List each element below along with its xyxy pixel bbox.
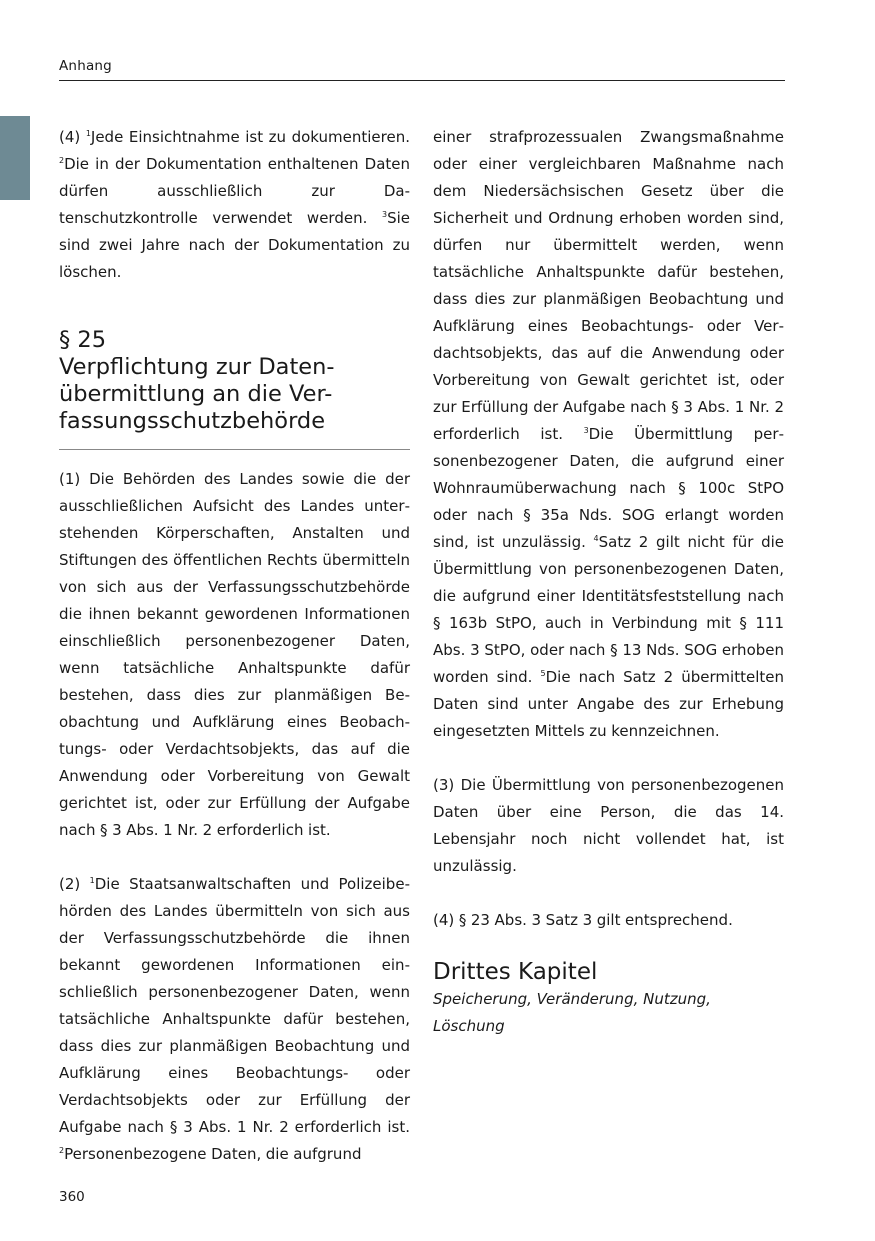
chapter-subtitle-line-2: Löschung: [433, 1017, 505, 1035]
section-heading: [59, 327, 410, 450]
paragraph-1: (1) Die Behörden des Landes sowie die der ausschließlichen Aufsicht des Landes unterstehenden Körperschaften, Anstalten und Stiftungen des öffentlichen Rechts übermitteln von sich aus der Verfassungsschutzbehörde die ihnen bekannt gewordenen Informationen einschließlich personenbezogener Daten, wenn tatsächliche Anhaltspunkte dafür bestehen, dass dies zur planmäßigen Beobachtung und Aufklärung eines Beobachtungs- oder Verdachtsobjekts, das auf die Anwendung oder Vorbereitung von Gewalt gerichtet ist, oder zur Erfüllung der Aufgabe nach § 3 Abs. 1 Nr. 2 erforderlich ist.: [59, 470, 410, 839]
chapter-subtitle-line-1: Speicherung, Veränderung, Nutzung,: [433, 990, 711, 1008]
section-title-line-2: übermittlung an die Ver-: [59, 381, 333, 407]
chapter-tab-marker: [0, 116, 30, 200]
paragraph-2-continued: einer strafprozessualen Zwangsmaßnahme oder einer vergleichbaren Maßnahme nach dem Niedersächsischen Gesetz über die Sicherheit und Ordnung erhoben worden sind, dürfen nur übermittelt werden, wenn tatsächliche Anhaltspunkte dafür bestehen, dass dies zur planmäßigen Beobachtung und Aufklärung eines Beobachtungs- oder Verdachtsobjekts, das auf die Anwendung oder Vorbereitung von Gewalt gerichtet ist, oder zur Erfüllung der Aufgabe nach § 3 Abs. 1 Nr. 2 erforderlich ist. $^3$Die Übermittlung personenbezogener Daten, die aufgrund einer Wohnraumüberwachung nach § 100c StPO oder nach § 35a Nds. SOG erlangt worden sind, ist unzulässig. $^4$Satz 2 gilt nicht für die Übermittlung von personenbezogenen Daten, die aufgrund einer Identitätsfeststellung nach § 163b StPO, auch in Verbindung mit § 111 Abs. 3 StPO, oder nach § 13 Nds. SOG erhoben worden sind. $^5$Die nach Satz 2 übermittelten Daten sind unter Angabe des zur Erhebung eingesetzten Mittels zu kennzeichnen.: [433, 128, 784, 740]
page-number: 360: [59, 1189, 85, 1205]
left-column: [59, 124, 410, 1168]
paragraph-3: (3) Die Übermittlung von personenbezogenen Daten über eine Person, die das 14. Lebensjahr noch nicht vollendet hat, ist unzulässig.: [433, 776, 784, 875]
section-title-line-3: fassungsschutzbehörde: [59, 408, 326, 434]
section-number: § 25: [59, 327, 107, 353]
right-column: [433, 124, 784, 1040]
chapter-subtitle: [433, 986, 784, 1040]
paragraph-4: (4) § 23 Abs. 3 Satz 3 gilt entsprechend.: [433, 911, 733, 929]
paragraph-4-prev-section: (4) $^1$Jede Einsichtnahme ist zu dokumentieren. $^2$Die in der Dokumentation enthaltenen Daten dürfen ausschließlich zur Datenschutzkontrolle verwendet werden. $^3$Sie sind zwei Jahre nach der Dokumentation zu löschen.: [59, 128, 410, 281]
running-header: [59, 55, 785, 81]
chapter-title: Drittes Kapitel: [433, 959, 598, 985]
section-title-line-1: Verpflichtung zur Daten-: [59, 354, 335, 380]
paragraph-2: (2) $^1$Die Staatsanwaltschaften und Polizeibehörden des Landes übermitteln von sich aus der Verfassungsschutzbehörde die ihnen bekannt gewordenen Informationen einschließlich personenbezogener Daten, wenn tatsächliche Anhaltspunkte dafür bestehen, dass dies zur planmäßigen Beobachtung und Aufklärung eines Beobachtungs- oder Verdachtsobjekts oder zur Erfüllung der Aufgabe nach § 3 Abs. 1 Nr. 2 erforderlich ist. $^2$Personenbezogene Daten, die aufgrund: [59, 875, 410, 1163]
running-title: Anhang: [59, 58, 112, 74]
